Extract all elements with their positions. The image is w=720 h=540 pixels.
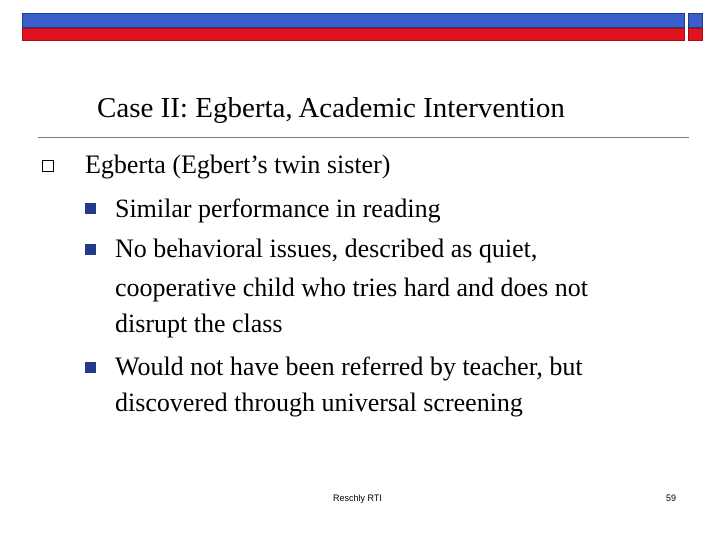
sub-bullet-2-line-1: No behavioral issues, described as quiet, bbox=[115, 234, 538, 263]
sub-bullet-2-line-3: disrupt the class bbox=[115, 309, 283, 338]
footer-text: Reschly RTI bbox=[333, 493, 382, 503]
bullet-level1-text: Egberta (Egbert’s twin sister) bbox=[85, 150, 391, 179]
sub-bullet-2-line-2: cooperative child who tries hard and does not bbox=[115, 273, 588, 302]
hollow-square-bullet-icon bbox=[42, 160, 54, 172]
sub-bullet-3-line-2: discovered through universal screening bbox=[115, 388, 523, 417]
slide-title: Case II: Egberta, Academic Intervention bbox=[97, 92, 565, 124]
filled-square-bullet-icon bbox=[85, 203, 96, 214]
filled-square-bullet-icon bbox=[85, 244, 96, 255]
sub-bullet-1-line-1: Similar performance in reading bbox=[115, 194, 441, 223]
filled-square-bullet-icon bbox=[85, 362, 96, 373]
page-number: 59 bbox=[666, 493, 677, 503]
sub-bullet-3-line-1: Would not have been referred by teacher, but bbox=[115, 352, 583, 381]
